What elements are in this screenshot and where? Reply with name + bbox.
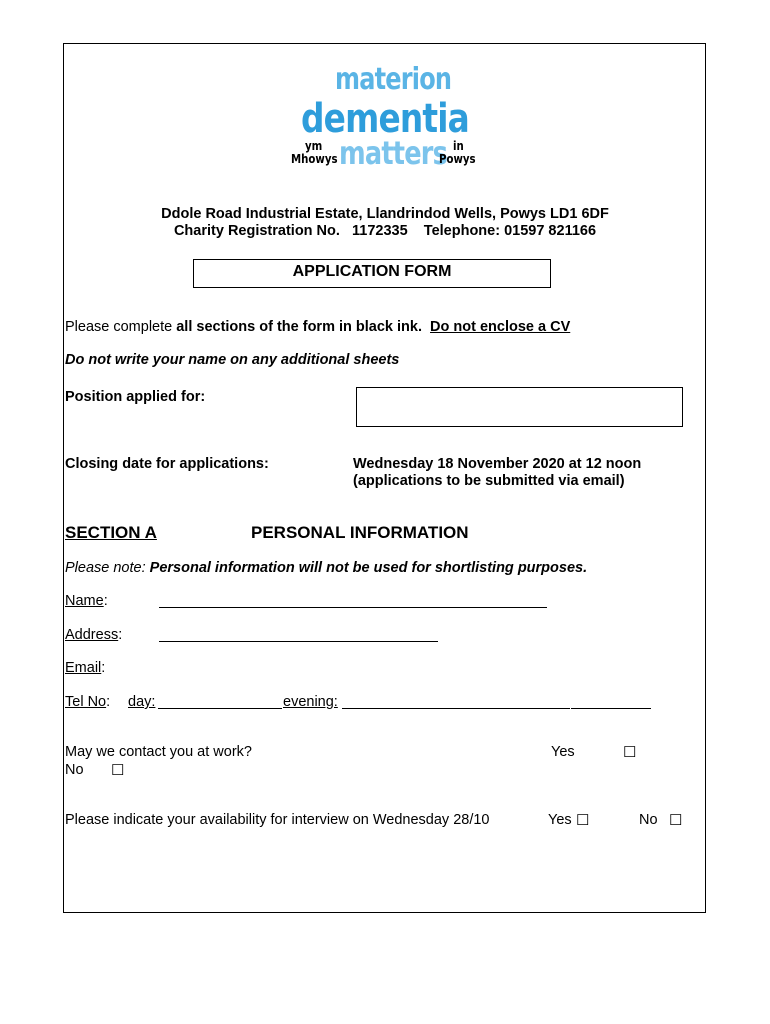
tel-label-text: Tel No bbox=[65, 694, 107, 710]
logo bbox=[283, 62, 488, 192]
name-warning: Do not write your name on any additional sheets bbox=[65, 352, 400, 368]
contact-work-yes-checkbox[interactable]: ☐ bbox=[623, 744, 637, 761]
availability-no-label: No bbox=[639, 812, 658, 828]
position-input[interactable] bbox=[356, 387, 683, 427]
note-text: Personal information will not be used for shortlisting purposes. bbox=[149, 560, 588, 576]
logo-line-dementia: dementia bbox=[301, 96, 469, 142]
instruction-bold: all sections of the form in black ink. bbox=[176, 319, 422, 335]
address-label-text: Address bbox=[65, 627, 119, 643]
closing-label: Closing date for applications: bbox=[65, 456, 269, 472]
availability-no-checkbox[interactable]: ☐ bbox=[669, 812, 683, 829]
charity-label: Charity Registration No. bbox=[173, 223, 340, 239]
contact-work-no-checkbox[interactable]: ☐ bbox=[111, 762, 125, 779]
closing-note: (applications to be submitted via email) bbox=[353, 473, 625, 489]
logo-line-materion: materion bbox=[335, 62, 452, 97]
charity-number: 1172335 bbox=[352, 223, 408, 239]
address-line: Ddole Road Industrial Estate, Llandrindod Wells, Powys LD1 6DF bbox=[161, 206, 609, 222]
position-label: Position applied for: bbox=[65, 389, 206, 405]
logo-ym: ym bbox=[305, 139, 323, 153]
instruction-line bbox=[65, 319, 570, 335]
logo-in: in bbox=[453, 139, 464, 153]
availability-question: Please indicate your availability for interview on Wednesday 28/10 bbox=[65, 812, 490, 828]
contact-work-yes-label: Yes bbox=[551, 744, 575, 760]
name-label: Name: bbox=[65, 593, 108, 609]
telephone: Telephone: 01597 821166 bbox=[423, 223, 597, 239]
instruction-lead: Please complete bbox=[65, 319, 173, 335]
note-lead: Please note: bbox=[65, 560, 146, 576]
email-label: Email: bbox=[65, 660, 106, 676]
tel-extra-input-line[interactable] bbox=[571, 708, 651, 709]
logo-line-matters: matters bbox=[339, 134, 448, 172]
availability-yes-label: Yes bbox=[548, 812, 572, 828]
tel-day-input-line[interactable] bbox=[158, 708, 282, 709]
tel-day-label: day: bbox=[128, 694, 156, 710]
logo-powys: Powys bbox=[439, 152, 476, 166]
email-label-text: Email bbox=[65, 660, 102, 676]
section-a-title: PERSONAL INFORMATION bbox=[251, 523, 469, 542]
address-label: Address: bbox=[65, 627, 123, 643]
section-a-label: SECTION A bbox=[65, 523, 157, 542]
tel-evening-input-line[interactable] bbox=[342, 708, 570, 709]
name-input-line[interactable] bbox=[159, 607, 547, 608]
closing-date: Wednesday 18 November 2020 at 12 noon bbox=[353, 456, 642, 472]
charity-line bbox=[0, 223, 770, 239]
form-title: APPLICATION FORM bbox=[193, 259, 551, 288]
logo-mhowys: Mhowys bbox=[291, 152, 338, 166]
tel-label: Tel No: bbox=[65, 694, 111, 710]
contact-work-no-label: No bbox=[65, 762, 84, 778]
contact-work-question: May we contact you at work? bbox=[65, 744, 252, 760]
cv-warning: Do not enclose a CV bbox=[430, 319, 571, 335]
availability-yes-checkbox[interactable]: ☐ bbox=[576, 812, 590, 829]
tel-evening-label: evening: bbox=[283, 694, 338, 710]
section-a-note bbox=[65, 560, 587, 576]
name-label-text: Name bbox=[65, 593, 104, 609]
address-input-line[interactable] bbox=[159, 641, 438, 642]
